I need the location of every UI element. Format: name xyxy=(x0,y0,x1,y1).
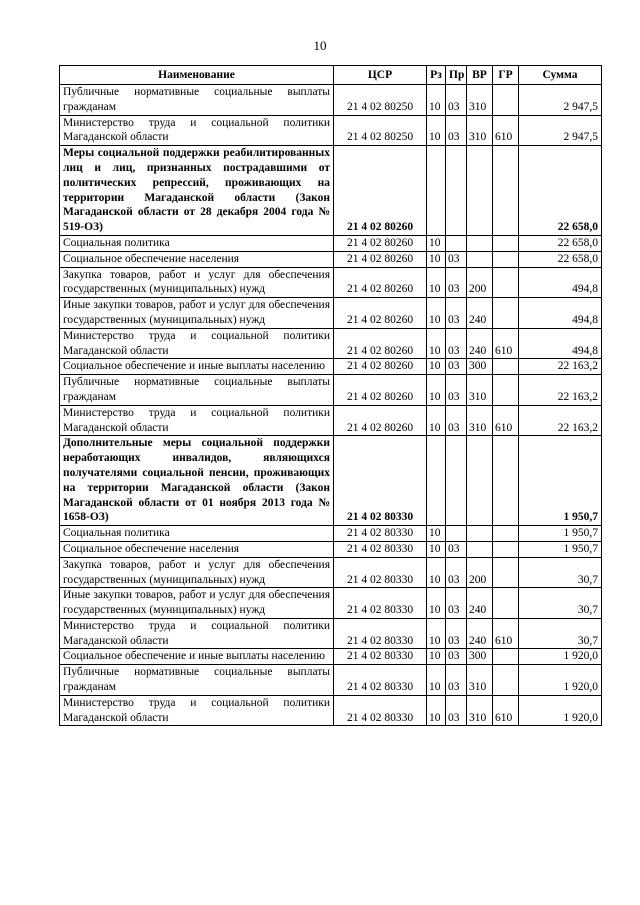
cell-sum: 494,8 xyxy=(519,328,602,359)
cell-name: Социальное обеспечение населения xyxy=(60,541,334,557)
cell-vr: 310 xyxy=(467,405,493,436)
cell-rz: 10 xyxy=(427,298,446,329)
cell-gr xyxy=(493,526,519,542)
cell-vr xyxy=(467,251,493,267)
cell-rz: 10 xyxy=(427,251,446,267)
table-row xyxy=(60,359,602,375)
cell-vr xyxy=(467,526,493,542)
cell-csr: 21 4 02 80330 xyxy=(334,618,427,649)
table-row xyxy=(60,267,602,298)
cell-name: Дополнительные меры социальной поддержки неработающих инвалидов, являющихся получателями социальной пенсии, проживающих на территории Магаданской области (Закон Магаданской области от 01 ноября 2013 года № 1658-ОЗ) xyxy=(60,436,334,526)
cell-vr: 200 xyxy=(467,267,493,298)
cell-sum: 1 920,0 xyxy=(519,649,602,665)
cell-vr xyxy=(467,541,493,557)
cell-vr xyxy=(467,436,493,526)
cell-sum: 22 163,2 xyxy=(519,405,602,436)
cell-name: Социальная политика xyxy=(60,235,334,251)
cell-vr: 310 xyxy=(467,85,493,116)
table-row xyxy=(60,115,602,146)
cell-gr xyxy=(493,541,519,557)
cell-sum: 1 950,7 xyxy=(519,526,602,542)
cell-gr: 610 xyxy=(493,115,519,146)
cell-csr: 21 4 02 80260 xyxy=(334,405,427,436)
cell-csr: 21 4 02 80330 xyxy=(334,649,427,665)
cell-rz: 10 xyxy=(427,557,446,588)
cell-gr: 610 xyxy=(493,405,519,436)
cell-pr xyxy=(446,235,467,251)
cell-gr xyxy=(493,235,519,251)
cell-pr: 03 xyxy=(446,359,467,375)
cell-pr: 03 xyxy=(446,618,467,649)
header-name: Наименование xyxy=(60,66,334,85)
cell-pr: 03 xyxy=(446,328,467,359)
cell-name: Министерство труда и социальной политики Магаданской области xyxy=(60,115,334,146)
header-sum: Сумма xyxy=(519,66,602,85)
cell-vr: 310 xyxy=(467,695,493,726)
cell-sum: 30,7 xyxy=(519,618,602,649)
table-row xyxy=(60,526,602,542)
cell-gr xyxy=(493,436,519,526)
table-row xyxy=(60,649,602,665)
cell-rz: 10 xyxy=(427,328,446,359)
cell-sum: 30,7 xyxy=(519,557,602,588)
cell-vr: 310 xyxy=(467,375,493,406)
cell-sum: 22 163,2 xyxy=(519,375,602,406)
table-row xyxy=(60,695,602,726)
cell-pr: 03 xyxy=(446,251,467,267)
cell-vr: 240 xyxy=(467,328,493,359)
cell-pr: 03 xyxy=(446,695,467,726)
cell-name: Министерство труда и социальной политики Магаданской области xyxy=(60,618,334,649)
cell-csr: 21 4 02 80330 xyxy=(334,695,427,726)
cell-sum: 22 163,2 xyxy=(519,359,602,375)
header-rz: Рз xyxy=(427,66,446,85)
cell-name: Публичные нормативные социальные выплаты гражданам xyxy=(60,85,334,116)
cell-name: Социальное обеспечение и иные выплаты населению xyxy=(60,359,334,375)
cell-gr xyxy=(493,665,519,696)
cell-rz: 10 xyxy=(427,665,446,696)
table-row xyxy=(60,251,602,267)
cell-name: Закупка товаров, работ и услуг для обеспечения государственных (муниципальных) нужд xyxy=(60,267,334,298)
table-row xyxy=(60,405,602,436)
cell-pr: 03 xyxy=(446,557,467,588)
cell-pr: 03 xyxy=(446,588,467,619)
cell-rz: 10 xyxy=(427,85,446,116)
cell-csr: 21 4 02 80330 xyxy=(334,526,427,542)
cell-sum: 30,7 xyxy=(519,588,602,619)
cell-sum: 22 658,0 xyxy=(519,251,602,267)
cell-vr: 240 xyxy=(467,298,493,329)
cell-gr xyxy=(493,557,519,588)
table-row xyxy=(60,436,602,526)
cell-rz xyxy=(427,436,446,526)
cell-gr xyxy=(493,85,519,116)
cell-pr xyxy=(446,526,467,542)
cell-pr: 03 xyxy=(446,541,467,557)
budget-table xyxy=(59,65,602,726)
table-row xyxy=(60,85,602,116)
cell-gr: 610 xyxy=(493,618,519,649)
cell-csr: 21 4 02 80260 xyxy=(334,328,427,359)
cell-name: Социальное обеспечение и иные выплаты населению xyxy=(60,649,334,665)
cell-csr: 21 4 02 80330 xyxy=(334,588,427,619)
cell-vr: 310 xyxy=(467,665,493,696)
cell-sum: 2 947,5 xyxy=(519,115,602,146)
cell-rz: 10 xyxy=(427,649,446,665)
cell-csr: 21 4 02 80250 xyxy=(334,115,427,146)
cell-pr xyxy=(446,436,467,526)
cell-csr: 21 4 02 80260 xyxy=(334,298,427,329)
cell-rz: 10 xyxy=(427,526,446,542)
cell-name: Меры социальной поддержки реабилитированных лиц и лиц, признанных пострадавшими от политических репрессий, проживающих на территории Магаданской области (Закон Магаданской области от 28 декабря 2004 года № 519-ОЗ) xyxy=(60,146,334,236)
cell-rz xyxy=(427,146,446,236)
cell-gr xyxy=(493,359,519,375)
header-gr: ГР xyxy=(493,66,519,85)
header-vr: ВР xyxy=(467,66,493,85)
cell-gr xyxy=(493,251,519,267)
cell-vr xyxy=(467,146,493,236)
cell-name: Иные закупки товаров, работ и услуг для обеспечения государственных (муниципальных) нужд xyxy=(60,298,334,329)
cell-name: Публичные нормативные социальные выплаты гражданам xyxy=(60,665,334,696)
cell-name: Социальное обеспечение населения xyxy=(60,251,334,267)
cell-sum: 1 920,0 xyxy=(519,695,602,726)
cell-gr xyxy=(493,588,519,619)
cell-sum: 1 920,0 xyxy=(519,665,602,696)
cell-gr xyxy=(493,298,519,329)
cell-csr: 21 4 02 80260 xyxy=(334,235,427,251)
cell-pr xyxy=(446,146,467,236)
cell-gr xyxy=(493,649,519,665)
cell-vr: 300 xyxy=(467,359,493,375)
cell-csr: 21 4 02 80330 xyxy=(334,557,427,588)
cell-pr: 03 xyxy=(446,405,467,436)
header-csr: ЦСР xyxy=(334,66,427,85)
page-number: 10 xyxy=(313,38,327,53)
cell-csr: 21 4 02 80250 xyxy=(334,85,427,116)
cell-csr: 21 4 02 80330 xyxy=(334,665,427,696)
table-row xyxy=(60,328,602,359)
cell-rz: 10 xyxy=(427,115,446,146)
cell-name: Министерство труда и социальной политики Магаданской области xyxy=(60,695,334,726)
cell-sum: 2 947,5 xyxy=(519,85,602,116)
cell-sum: 1 950,7 xyxy=(519,541,602,557)
cell-pr: 03 xyxy=(446,649,467,665)
cell-name: Министерство труда и социальной политики Магаданской области xyxy=(60,405,334,436)
cell-rz: 10 xyxy=(427,541,446,557)
cell-pr: 03 xyxy=(446,665,467,696)
cell-rz: 10 xyxy=(427,618,446,649)
header-pr: Пр xyxy=(446,66,467,85)
table-row xyxy=(60,618,602,649)
cell-pr: 03 xyxy=(446,298,467,329)
table-row xyxy=(60,557,602,588)
cell-name: Социальная политика xyxy=(60,526,334,542)
cell-vr: 240 xyxy=(467,618,493,649)
cell-vr: 200 xyxy=(467,557,493,588)
cell-vr: 240 xyxy=(467,588,493,619)
cell-gr: 610 xyxy=(493,328,519,359)
cell-name: Иные закупки товаров, работ и услуг для обеспечения государственных (муниципальных) нужд xyxy=(60,588,334,619)
cell-sum: 22 658,0 xyxy=(519,146,602,236)
cell-rz: 10 xyxy=(427,235,446,251)
cell-rz: 10 xyxy=(427,695,446,726)
cell-gr xyxy=(493,267,519,298)
cell-pr: 03 xyxy=(446,115,467,146)
cell-sum: 1 950,7 xyxy=(519,436,602,526)
cell-pr: 03 xyxy=(446,375,467,406)
table-row xyxy=(60,146,602,236)
table-row xyxy=(60,541,602,557)
cell-gr: 610 xyxy=(493,695,519,726)
table-row xyxy=(60,235,602,251)
table-row xyxy=(60,375,602,406)
table-row xyxy=(60,665,602,696)
cell-csr: 21 4 02 80260 xyxy=(334,359,427,375)
cell-csr: 21 4 02 80330 xyxy=(334,541,427,557)
cell-csr: 21 4 02 80330 xyxy=(334,436,427,526)
table-header-row xyxy=(60,66,602,85)
cell-name: Публичные нормативные социальные выплаты гражданам xyxy=(60,375,334,406)
cell-pr: 03 xyxy=(446,267,467,298)
cell-csr: 21 4 02 80260 xyxy=(334,267,427,298)
cell-vr: 310 xyxy=(467,115,493,146)
cell-gr xyxy=(493,146,519,236)
cell-name: Министерство труда и социальной политики Магаданской области xyxy=(60,328,334,359)
cell-rz: 10 xyxy=(427,588,446,619)
cell-gr xyxy=(493,375,519,406)
cell-sum: 494,8 xyxy=(519,298,602,329)
cell-name: Закупка товаров, работ и услуг для обеспечения государственных (муниципальных) нужд xyxy=(60,557,334,588)
cell-sum: 494,8 xyxy=(519,267,602,298)
cell-pr: 03 xyxy=(446,85,467,116)
cell-rz: 10 xyxy=(427,359,446,375)
cell-vr: 300 xyxy=(467,649,493,665)
table-row xyxy=(60,298,602,329)
cell-csr: 21 4 02 80260 xyxy=(334,375,427,406)
cell-sum: 22 658,0 xyxy=(519,235,602,251)
cell-csr: 21 4 02 80260 xyxy=(334,146,427,236)
cell-rz: 10 xyxy=(427,405,446,436)
cell-vr xyxy=(467,235,493,251)
table-row xyxy=(60,588,602,619)
cell-rz: 10 xyxy=(427,267,446,298)
cell-csr: 21 4 02 80260 xyxy=(334,251,427,267)
cell-rz: 10 xyxy=(427,375,446,406)
